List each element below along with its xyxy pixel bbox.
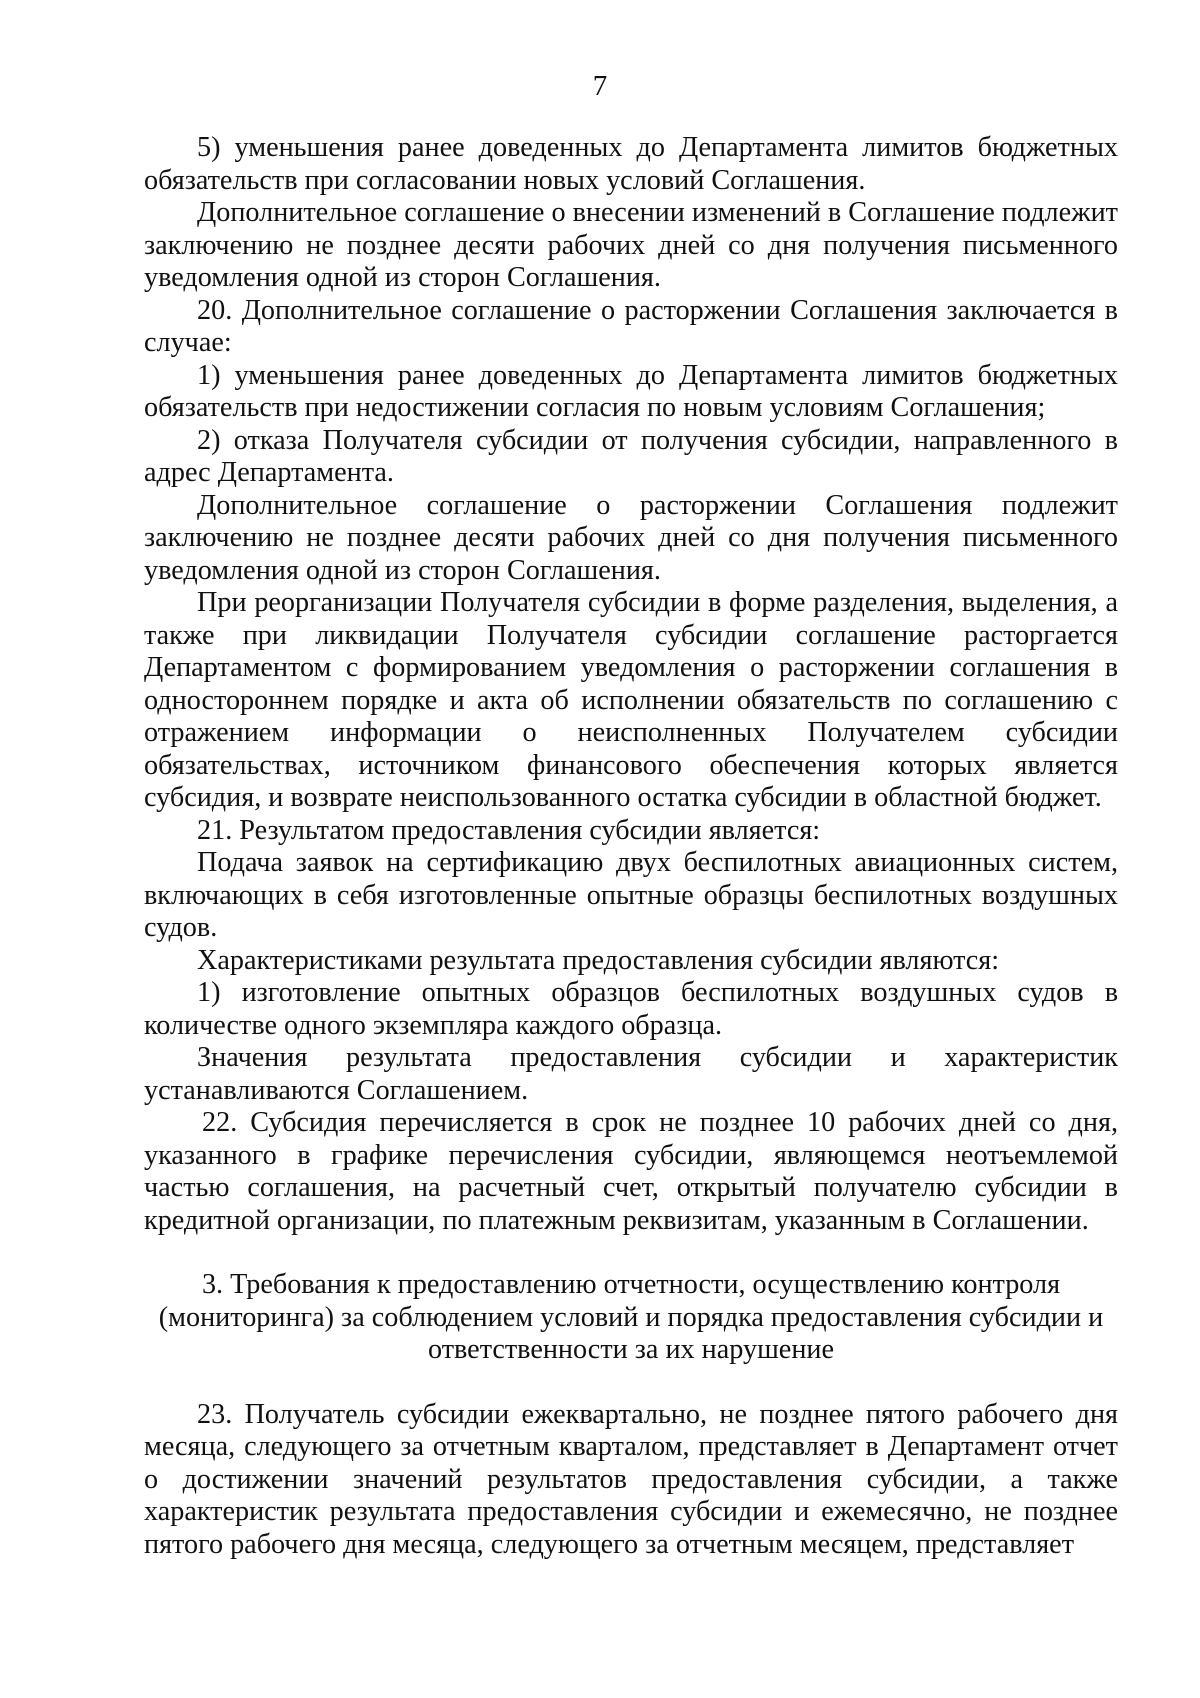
paragraph-20-item-2: 2) отказа Получателя субсидии от получения субсидии, направленного в адрес Департамента. <box>144 424 1118 488</box>
paragraph-21-values: Значения результата предоставления субсидии и характеристик устанавливаются Соглашением. <box>144 1042 1118 1106</box>
section-heading-line-3: ответственности за их нарушение <box>428 1334 834 1365</box>
paragraph-reorganization: При реорганизации Получателя субсидии в форме разделения, выделения, а также при ликвидации Получателя субсидии соглашение расторгается Департаментом с формированием уведомления о расторжении соглашения в одностороннем порядке и акта об исполнении обязательств по соглашению с отражением информации о неисполненных Получателем субсидии обязательствах, источником финансового обеспечения которых является субсидия, и возврате неиспользованного остатка субсидии в областной бюджет. <box>144 587 1118 813</box>
section-heading-line-1: 3. Требования к предоставлению отчетности, осуществлению контроля <box>201 1269 1061 1300</box>
paragraph-22-transfer: 22. Субсидия перечисляется в срок не позднее 10 рабочих дней со дня, указанного в графике перечисления субсидии, являющемся неотъемлемой частью соглашения, на расчетный счет, открытый получателю субсидии в кредитной организации, по платежным реквизитам, указанным в Соглашении. <box>144 1107 1118 1236</box>
document-body <box>144 132 1118 1561</box>
page-number: 7 <box>592 70 608 102</box>
paragraph-termination-agreement-term: Дополнительное соглашение о расторжении Соглашения подлежит заключению не позднее десяти рабочих дней со дня получения письменного уведомления одной из сторон Соглашения. <box>144 489 1118 586</box>
paragraph-21-item-1: 1) изготовление опытных образцов беспилотных воздушных судов в количестве одного экземпляра каждого образца. <box>144 977 1118 1041</box>
paragraph-20-termination-agreement: 20. Дополнительное соглашение о расторжении Соглашения заключается в случае: <box>144 294 1118 358</box>
section-heading-line-2: (мониторинга) за соблюдением условий и порядка предоставления субсидии и <box>158 1301 1104 1333</box>
paragraph-item-5-reduction-limits: 5) уменьшения ранее доведенных до Департамента лимитов бюджетных обязательств при согласовании новых условий Соглашения. <box>144 132 1118 196</box>
paragraph-amendment-agreement-term: Дополнительное соглашение о внесении изменений в Соглашение подлежит заключению не позднее десяти рабочих дней со дня получения письменного уведомления одной из сторон Соглашения. <box>144 197 1118 293</box>
paragraph-20-item-1: 1) уменьшения ранее доведенных до Департамента лимитов бюджетных обязательств при недостижении согласия по новым условиям Соглашения; <box>144 359 1118 423</box>
section-heading-3 <box>144 1269 1118 1367</box>
paragraph-21-characteristics: Характеристиками результата предоставления субсидии являются: <box>197 944 1000 976</box>
paragraph-21-result: 21. Результатом предоставления субсидии является: <box>197 814 821 846</box>
paragraph-21-certification: Подача заявок на сертификацию двух беспилотных авиационных систем, включающих в себя изготовленные опытные образцы беспилотных воздушных судов. <box>144 847 1118 943</box>
paragraph-23-reporting: 23. Получатель субсидии ежеквартально, не позднее пятого рабочего дня месяца, следующего за отчетным кварталом, представляет в Департамент отчет о достижении значений результатов предоставления субсидии, а также характеристик результата предоставления субсидии и ежемесячно, не позднее пятого рабочего дня месяца, следующего за отчетным месяцем, представляет <box>144 1398 1118 1560</box>
